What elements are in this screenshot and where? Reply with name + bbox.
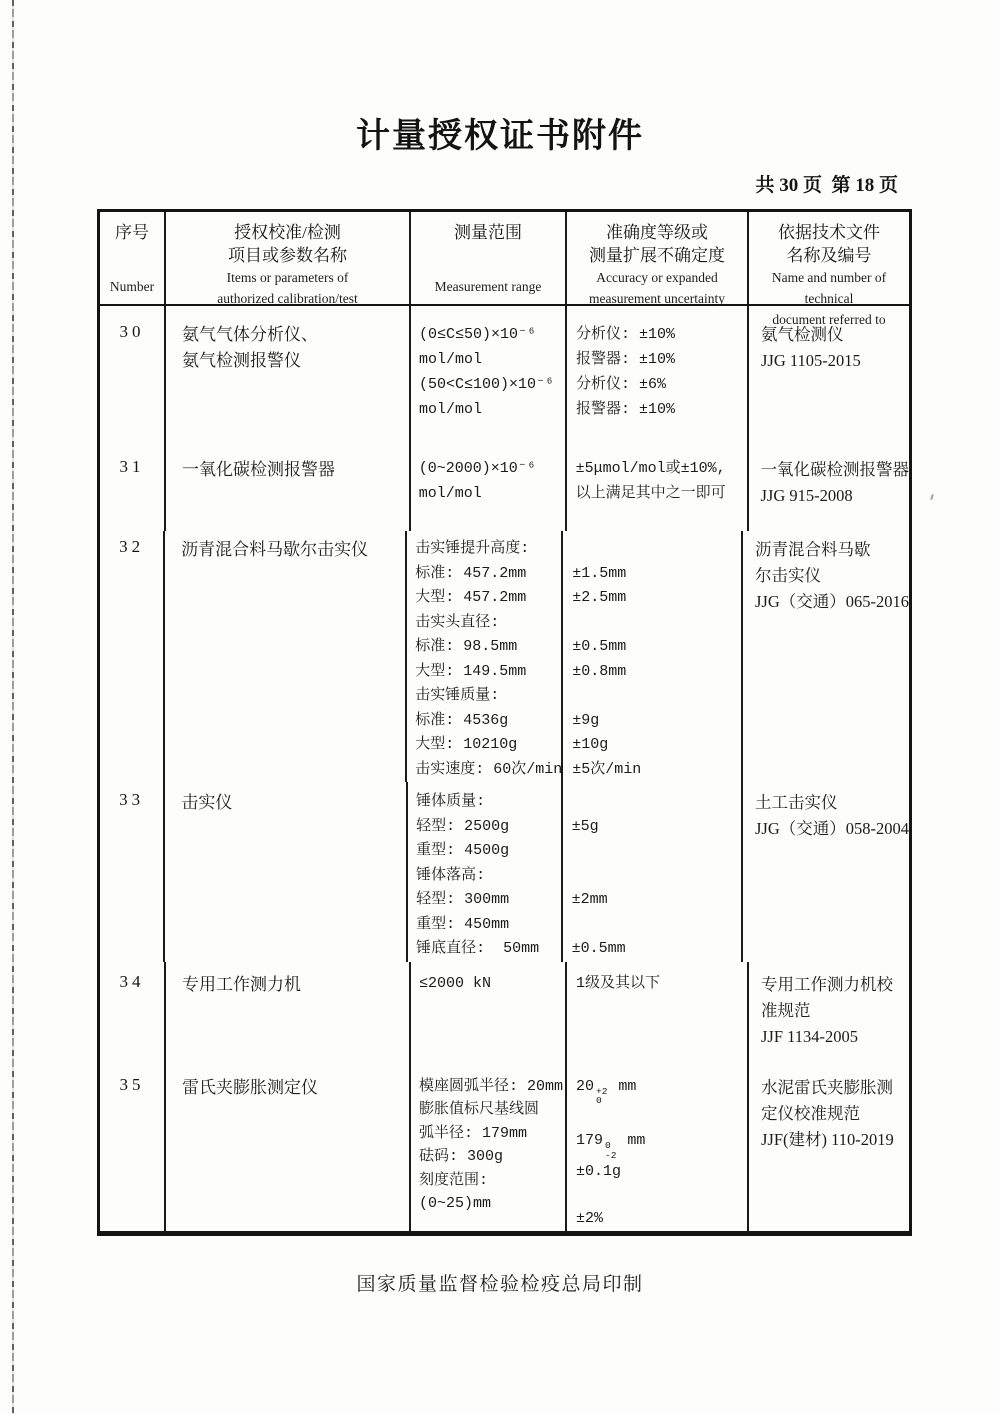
range-line: 击实速度: 60次/min	[415, 760, 563, 778]
item-line: 氨气检测报警仪	[182, 351, 301, 370]
tolerance-upper: +2	[596, 1085, 608, 1097]
accuracy-line: ±2%	[576, 1210, 604, 1227]
range-line: 锤体质量:	[416, 793, 486, 810]
document-line: JJG（交通）058-2004	[754, 819, 909, 838]
range-cell	[408, 782, 563, 962]
document-line: 尔击实仪	[754, 566, 821, 585]
accuracy-tolerance-line	[576, 1129, 747, 1160]
range-line: mol/mol	[419, 351, 483, 368]
accuracy-line: ±0.8mm	[572, 662, 627, 680]
range-line: 刻度范围:	[419, 1171, 489, 1189]
accuracy-line: ±5次/min	[572, 760, 642, 778]
document-cell	[749, 443, 910, 531]
accuracy-cell	[567, 962, 749, 1069]
accuracy-line: ±5g	[571, 817, 599, 835]
item-cell	[165, 531, 407, 782]
tolerance-unit: mm	[609, 1077, 637, 1095]
item-line: 专用工作测力机	[182, 974, 301, 994]
range-line: 大型: 457.2mm	[415, 589, 527, 606]
accuracy-line	[572, 864, 741, 889]
range-line: (0~2000)×10⁻⁶	[418, 460, 536, 477]
header-items-zh-2: 项目或参数名称	[228, 246, 347, 265]
document-cell	[743, 531, 909, 782]
range-line: 大型: 10210g	[415, 736, 518, 753]
tolerance-stack	[605, 1141, 616, 1160]
accuracy-line	[572, 684, 741, 709]
range-line: 标准: 457.2mm	[415, 564, 527, 582]
document-line: JJG 915-2008	[760, 486, 853, 505]
header-accuracy-en	[569, 267, 745, 309]
accuracy-line: 报警器: ±10%	[576, 351, 676, 368]
page-number-info: 共 30 页 第 18 页	[755, 175, 898, 196]
range-line: (0≤C≤50)×10⁻⁶	[419, 326, 537, 343]
accuracy-line: ±0.1g	[576, 1163, 622, 1180]
accuracy-line: ±2mm	[571, 891, 608, 908]
row-number: 31	[100, 443, 166, 531]
accuracy-line: ±5μmol/mol或±10%,	[575, 460, 726, 477]
range-line: 锤体落高:	[416, 866, 486, 884]
document-line: JJG（交通）065-2016	[754, 592, 909, 611]
header-items-en	[168, 267, 407, 309]
accuracy-line	[572, 913, 741, 938]
row-number: 34	[100, 962, 166, 1069]
accuracy-line: ±1.5mm	[572, 564, 627, 582]
table-row-31	[100, 443, 909, 531]
header-accuracy-en-1: Accuracy or expanded	[596, 270, 718, 285]
scan-speck	[930, 494, 934, 500]
document-line: 土工击实仪	[754, 793, 838, 812]
accuracy-line: 1级及其以下	[576, 974, 661, 992]
row-number: 30	[100, 306, 166, 443]
item-line: 雷氏夹膨胀测定仪	[182, 1077, 318, 1097]
range-line: 击实锤质量:	[415, 687, 500, 704]
accuracy-cell	[567, 1069, 749, 1231]
header-document-zh-1: 依据技术文件	[778, 223, 880, 242]
accuracy-cell	[563, 782, 743, 962]
header-document-en-2: document referred to	[772, 312, 886, 327]
document-line: JJF(建材) 110-2019	[761, 1129, 894, 1149]
header-accuracy-zh	[569, 221, 745, 267]
header-items-zh-1: 授权校准/检测	[234, 223, 341, 242]
table-row-32	[100, 531, 909, 782]
header-items-en-2: authorized calibration/test	[217, 291, 358, 306]
accuracy-line: 分析仪: ±6%	[576, 376, 667, 393]
document-line: JJG 1105-2015	[761, 351, 861, 370]
table-row-34	[100, 962, 909, 1069]
document-cell	[743, 782, 909, 962]
range-line: (0~25)mm	[419, 1195, 492, 1212]
accuracy-line: 报警器: ±10%	[576, 401, 676, 418]
item-cell	[166, 1069, 411, 1231]
document-line: 准规范	[761, 1000, 811, 1020]
range-line: (50<C≤100)×10⁻⁶	[419, 376, 555, 393]
document-line: 专用工作测力机校	[761, 974, 893, 994]
accuracy-line: 以上满足其中之一即可	[575, 484, 726, 502]
header-items-zh	[168, 221, 407, 267]
range-cell	[411, 443, 567, 531]
item-line: 沥青混合料马歇尔击实仪	[181, 540, 369, 559]
table-row-30	[100, 306, 909, 443]
footer-printer-text: 国家质量监督检验检疫总局印制	[356, 1273, 644, 1295]
header-document-zh	[751, 221, 907, 267]
accuracy-cell	[567, 443, 749, 531]
header-document-en-1: Name and number of technical	[771, 270, 887, 306]
document-line: 定仪校准规范	[761, 1103, 860, 1123]
header-document-zh-2: 名称及编号	[786, 246, 872, 265]
item-cell	[166, 443, 411, 531]
accuracy-line	[576, 1184, 747, 1208]
accuracy-line: ±0.5mm	[571, 940, 626, 957]
item-line: 一氧化碳检测报警器	[181, 460, 335, 479]
document-line: 氨气检测仪	[761, 325, 844, 344]
range-line: 大型: 149.5mm	[415, 662, 527, 680]
row-number: 35	[100, 1069, 166, 1231]
header-cell-range	[411, 212, 567, 304]
header-cell-items	[166, 212, 411, 304]
header-range-en: Measurement range	[434, 279, 542, 294]
range-line: mol/mol	[419, 401, 483, 418]
tolerance-base: 20	[576, 1077, 595, 1095]
tolerance-lower: 0	[596, 1095, 602, 1106]
range-cell	[411, 306, 567, 443]
table-row-33	[100, 782, 909, 962]
range-line: 击实头直径:	[415, 613, 500, 631]
table-header-row	[100, 212, 909, 327]
range-line: 轻型: 2500g	[416, 817, 510, 835]
page-title: 计量授权证书附件	[356, 118, 644, 155]
certificate-table	[97, 209, 912, 1236]
tolerance-stack	[596, 1087, 607, 1106]
accuracy-line: ±9g	[572, 711, 600, 729]
accuracy-line	[572, 611, 741, 636]
accuracy-cell	[563, 531, 743, 782]
accuracy-tolerance-line	[576, 1075, 747, 1106]
header-number-en: Number	[109, 279, 155, 294]
item-cell	[166, 306, 411, 443]
header-accuracy-en-2: measurement uncertainty	[588, 291, 726, 306]
range-cell	[411, 1069, 567, 1231]
range-line: 轻型: 300mm	[416, 891, 510, 908]
item-cell	[166, 962, 411, 1069]
accuracy-line: ±2.5mm	[572, 589, 627, 606]
header-cell-document	[749, 212, 909, 327]
accuracy-line	[572, 537, 741, 562]
range-line: 重型: 4500g	[416, 842, 510, 859]
range-line: 重型: 450mm	[416, 915, 510, 933]
header-cell-number	[100, 212, 166, 304]
accuracy-line: 分析仪: ±10%	[576, 326, 676, 343]
header-items-en-1: Items or parameters of	[226, 270, 349, 285]
item-cell	[165, 782, 408, 962]
item-line: 氨气气体分析仪、	[182, 325, 318, 344]
header-accuracy-zh-1: 准确度等级或	[606, 223, 708, 242]
header-number-zh: 序号	[115, 223, 149, 242]
range-cell	[407, 531, 563, 782]
header-accuracy-zh-2: 测量扩展不确定度	[589, 246, 725, 265]
accuracy-line: ±0.5mm	[572, 638, 627, 655]
tolerance-upper: 0	[605, 1140, 611, 1151]
range-line: 模座圆弧半径: 20mm	[419, 1077, 564, 1095]
range-line: 弧半径: 179mm	[419, 1124, 528, 1142]
tolerance-base: 179	[576, 1132, 604, 1149]
row-number: 32	[100, 531, 165, 782]
range-line: 击实锤提升高度:	[415, 540, 530, 557]
header-cell-accuracy	[567, 212, 749, 304]
accuracy-line	[572, 790, 741, 815]
range-line: 标准: 98.5mm	[415, 638, 518, 655]
range-line: 锤底直径: 50mm	[416, 940, 540, 957]
range-line: 砝码: 300g	[419, 1148, 504, 1165]
document-line: JJF 1134-2005	[761, 1026, 859, 1046]
accuracy-line	[572, 839, 741, 864]
table-row-35	[100, 1069, 909, 1231]
header-range-zh: 测量范围	[454, 223, 522, 242]
accuracy-cell	[567, 306, 749, 443]
document-cell	[749, 962, 909, 1069]
row-number: 33	[100, 782, 165, 962]
tolerance-lower: -2	[605, 1149, 617, 1161]
document-line: 水泥雷氏夹膨胀测	[761, 1077, 893, 1097]
document-cell	[749, 1069, 909, 1231]
range-cell	[411, 962, 567, 1069]
document-line: 沥青混合料马歇	[754, 540, 871, 559]
accuracy-line	[576, 1106, 747, 1130]
document-line: 一氧化碳检测报警器	[760, 460, 909, 479]
range-line: 膨胀值标尺基线圆	[419, 1101, 540, 1118]
scan-artifact-line	[12, 0, 14, 1414]
range-line: ≤2000 kN	[419, 974, 492, 992]
accuracy-line: ±10g	[572, 736, 609, 753]
item-line: 击实仪	[181, 793, 233, 812]
range-line: mol/mol	[418, 484, 482, 502]
tolerance-unit: mm	[618, 1132, 646, 1149]
range-line: 标准: 4536g	[415, 711, 509, 729]
document-cell	[749, 306, 909, 443]
